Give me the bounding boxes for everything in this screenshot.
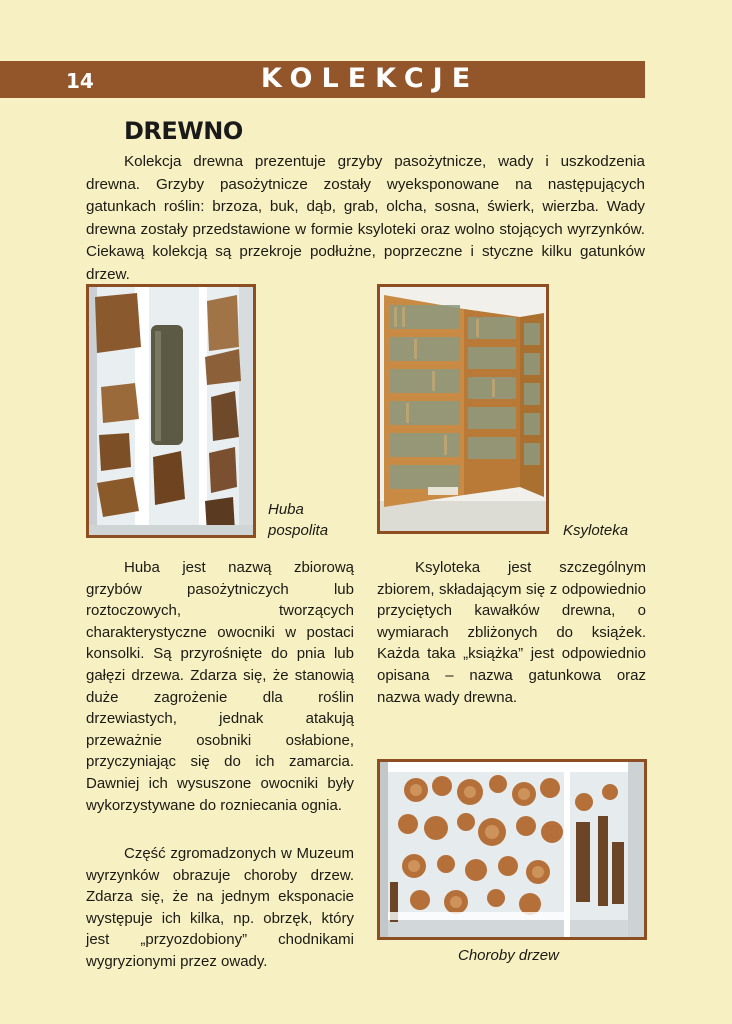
choroby-description: Część zgromadzonych w Muzeum wyrzynków obrazuje choroby drzew. Zdarza się, że na jednym eksponacie występuje ich kilka, np. obrzęk, który jest „przyozdobiony” chodnikami wygryzionymi przez owady. [86, 845, 354, 970]
choroby-photo [377, 759, 647, 940]
choroby-caption: Choroby drzew [458, 947, 559, 964]
huba-caption-line2: pospolita [268, 522, 329, 539]
intro-paragraph: Kolekcja drewna prezentuje grzyby pasożytnicze, wady i uszkodzenia drewna. Grzyby pasożytnicze zostały wyeksponowane na następujących gatunkach roślin: brzoza, buk, dąb, grab, olcha, sosna, świerk, wierzba. Wady drewna zostały przedstawione w formie ksyloteki oraz wolno stojących wyrzynków. Ciekawą kolekcją są przekroje podłużne, poprzeczne i styczne kilku gatunków drzew. [86, 153, 645, 283]
huba-caption-line1: Huba [268, 501, 304, 518]
huba-photo [86, 284, 256, 538]
huba-caption [268, 499, 328, 541]
section-title: KOLEKCJE [260, 63, 480, 94]
ksyloteka-description: Ksyloteka jest szczególnym zbiorem, składającym się z odpowiednio przyciętych kawałków drewna, o wymiarach zbliżonych do książek. Każda taka „książka” jest odpowiednio opisana – nazwa gatunkowa oraz nazwa wady drewna. [377, 559, 646, 706]
huba-description: Huba jest nazwą zbiorową grzybów pasożytniczych lub roztoczowych, tworzących charakterystyczne owocniki w postaci konsolki. Są przyrośnięte do pnia lub gałęzi drzewa. Zdarza się, że stanowią duże zagrożenie dla roślin drzewiastych, jednak atakują przeważnie osobniki osłabione, przyczyniając się do ich zamarcia. Dawniej ich wysuszone owocniki były wykorzystywane do rozniecania ognia. [86, 559, 354, 814]
ksyloteka-photo [377, 284, 549, 534]
page-number: 14 [66, 69, 94, 93]
ksyloteka-caption: Ksyloteka [563, 522, 629, 539]
article-heading: DREWNO [124, 117, 243, 145]
